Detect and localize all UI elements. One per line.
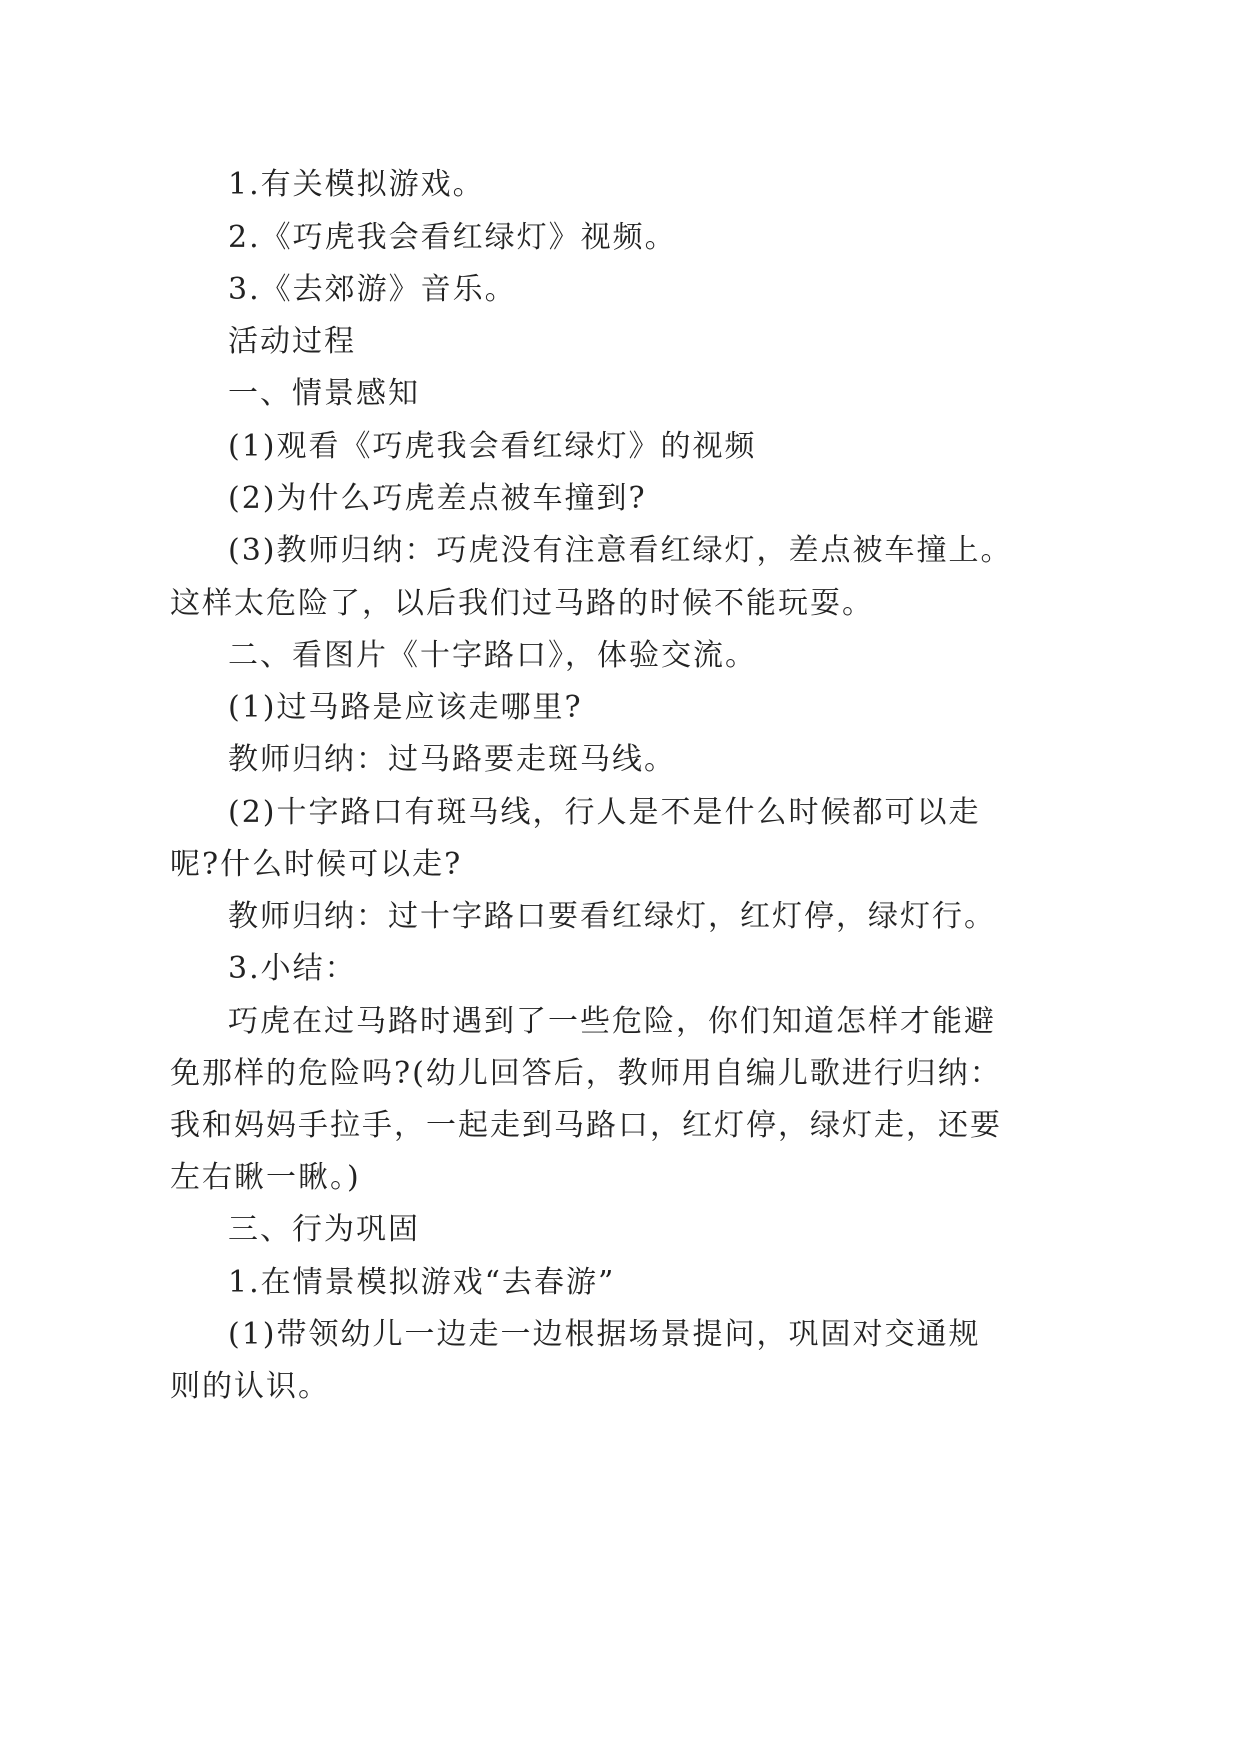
text-line-16: 3.小结：	[228, 951, 357, 986]
text-line-9: 这样太危险了，以后我们过马路的时候不能玩耍。	[170, 586, 874, 621]
text-line-19: 我和妈妈手拉手，一起走到马路口，红灯停，绿灯走，还要	[170, 1108, 1002, 1143]
text-line-13: (2)十字路口有斑马线，行人是不是什么时候都可以走	[228, 795, 981, 830]
text-line-15: 教师归纳：过十字路口要看红绿灯，红灯停，绿灯行。	[228, 899, 996, 934]
text-line-12: 教师归纳：过马路要走斑马线。	[228, 742, 676, 777]
text-line-23: (1)带领幼儿一边走一边根据场景提问，巩固对交通规	[228, 1317, 981, 1352]
text-line-11: (1)过马路是应该走哪里?	[228, 690, 583, 725]
text-line-20: 左右瞅一瞅。)	[170, 1160, 361, 1195]
section-heading-2: 二、看图片《十字路口》，体验交流。	[228, 638, 757, 673]
text-line-8: (3)教师归纳：巧虎没有注意看红绿灯，差点被车撞上。	[228, 533, 1013, 568]
text-line-6: (1)观看《巧虎我会看红绿灯》的视频	[228, 429, 757, 464]
text-line-24: 则的认识。	[170, 1369, 330, 1404]
section-heading-1: 一、情景感知	[228, 376, 420, 411]
text-line-22: 1.在情景模拟游戏“去春游”	[228, 1265, 616, 1300]
section-heading-3: 三、行为巩固	[228, 1212, 420, 1247]
text-line-2: 2.《巧虎我会看红绿灯》视频。	[228, 220, 677, 255]
text-line-18: 免那样的危险吗?(幼儿回答后，教师用自编儿歌进行归纳：	[170, 1056, 1002, 1091]
text-line-14: 呢?什么时候可以走?	[170, 847, 463, 882]
text-line-3: 3.《去郊游》音乐。	[228, 272, 517, 307]
section-title-activity-process: 活动过程	[228, 324, 356, 359]
text-line-7: (2)为什么巧虎差点被车撞到?	[228, 481, 647, 516]
text-line-1: 1.有关模拟游戏。	[228, 167, 485, 202]
text-line-17: 巧虎在过马路时遇到了一些危险，你们知道怎样才能避	[228, 1004, 996, 1039]
